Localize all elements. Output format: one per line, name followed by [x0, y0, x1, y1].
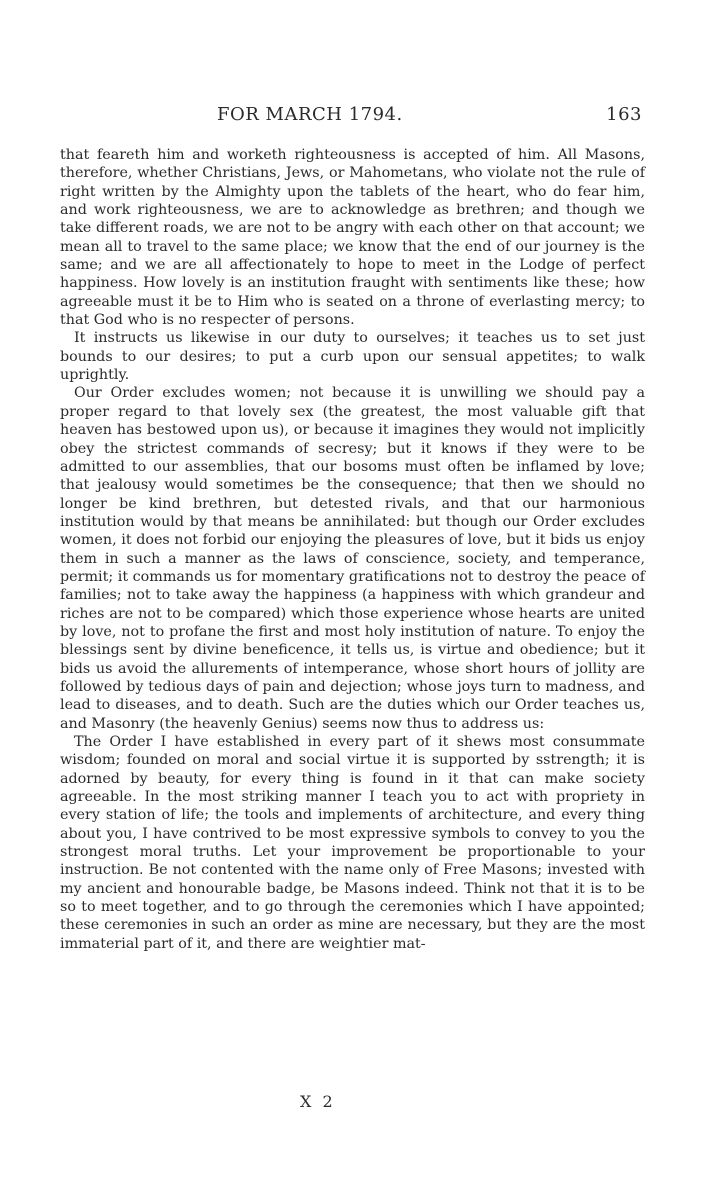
paragraph-3: Our Order excludes women; not because it is unwilling we should pay a proper regard to that lovely sex (the greatest, the most valuable gift that heaven has bestowed upon us), or because it imagines they would not implicitly obey the strictest commands of secresy; but it knows if they were to be admitted to our assemblies, that our bosoms must often be inflamed by love; that jealousy would sometimes be the consequence; that then we should no longer be kind brethren, but detested rivals, and that our harmonious institution would by that means be annihilated: but though our Order excludes women, it does not forbid our enjoying the pleasures of love, but it bids us enjoy them in such a manner as the laws of conscience, society, and temperance, permit; it commands us for momentary gratifications not to destroy the peace of families; not to take away the happiness (a happiness with which grandeur and riches are not to be compared) which those experience whose hearts are united by love, not to profane the first and most holy institution of nature. To enjoy the blessings sent by divine beneficence, it tells us, is virtue and obedience; but it bids us avoid the allurements of intemperance, whose short hours of jollity are followed by tedious days of pain and dejection; whose joys turn to madness, and lead to diseases, and to death. Such are the duties which our Order teaches us, and Masonry (the heavenly Genius) seems now thus to address us: — [60, 385, 645, 732]
paragraph-2: It instructs us likewise in our duty to ourselves; it teaches us to set just bounds to our desires; to put a curb upon our sensual appetites; to walk uprightly. — [60, 330, 645, 384]
body-text — [60, 146, 645, 953]
paragraph-1: that feareth him and worketh righteousness is accepted of him. All Masons, therefore, whether Christians, Jews, or Mahometans, who violate not the rule of right written by the Almighty upon the tablets of the heart, who do fear him, and work righteousness, we are to acknowledge as brethren; and though we take different roads, we are not to be angry with each other on that account; we mean all to travel to the same place; we know that the end of our journey is the same; and we are all affectionately to hope to meet in the Lodge of perfect happiness. How lovely is an institution fraught with sentiments like these; how agreeable must it be to Him who is seated on a throne of everlasting mercy; to that God who is no respecter of persons. — [60, 147, 645, 329]
running-head — [62, 104, 652, 132]
signature-mark: X 2 — [300, 1092, 336, 1111]
running-title: FOR MARCH 1794. — [217, 104, 403, 125]
page-number: 163 — [606, 104, 642, 125]
paragraph-4: The Order I have established in every part of it shews most consummate wisdom; founded on moral and social virtue it is supported by sstrength; it is adorned by beauty, for every thing is found in it that can make society agreeable. In the most striking manner I teach you to act with propriety in every station of life; the tools and implements of architecture, and every thing about you, I have contrived to be most expressive symbols to convey to you the strongest moral truths. Let your improvement be proportionable to your instruction. Be not contented with the name only of Free Masons; invested with my ancient and honourable badge, be Masons indeed. Think not that it is to be so to meet together, and to go through the ceremonies which I have appointed; these ceremonies in such an order as mine are necessary, but they are the most immaterial part of it, and there are weightier mat- — [60, 734, 645, 952]
